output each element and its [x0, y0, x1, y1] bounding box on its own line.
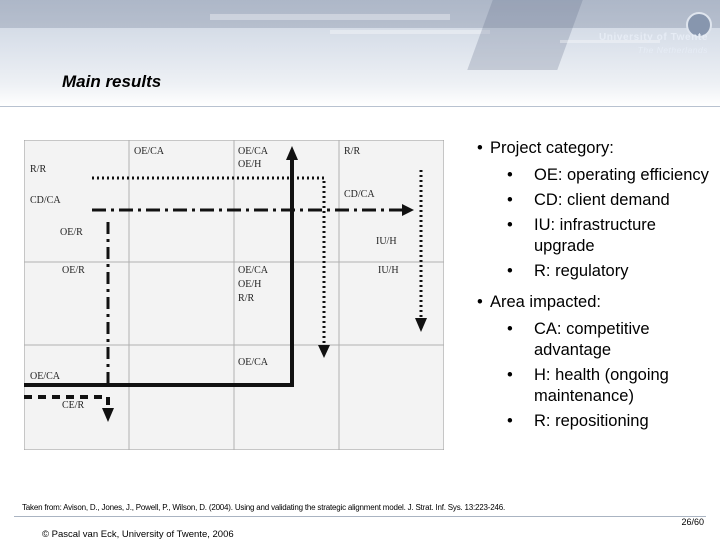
- cell-oe-ca-top2: OE/CA: [238, 146, 268, 157]
- cell-iu-h-2: IU/H: [378, 265, 399, 276]
- list-item: • R: regulatory: [507, 262, 629, 280]
- cell-oe-ca-mid: OE/CA: [238, 265, 268, 276]
- header-divider: [0, 106, 720, 107]
- page-number: 26/60: [681, 517, 704, 527]
- cell-ce-r: CE/R: [62, 400, 85, 411]
- cell-r-r-left: R/R: [30, 164, 47, 175]
- cell-oe-r-1: OE/R: [60, 227, 83, 238]
- bullet-project-category: • Project category:: [477, 139, 614, 157]
- cell-iu-h-1: IU/H: [376, 236, 397, 247]
- cell-r-r-top: R/R: [344, 146, 361, 157]
- list-item: • R: repositioning: [507, 412, 649, 430]
- footer-divider: [14, 516, 706, 517]
- bullet-list: [477, 138, 713, 436]
- cell-cd-ca-left: CD/CA: [30, 195, 61, 206]
- cell-oe-ca-top: OE/CA: [134, 146, 164, 157]
- list-item: • CA: competitive advantage: [507, 320, 650, 359]
- cell-oe-ca-bl: OE/CA: [30, 371, 60, 382]
- university-country: The Netherlands: [637, 45, 708, 55]
- slide-title: Main results: [62, 72, 162, 91]
- cell-r-r-mid: R/R: [238, 293, 255, 304]
- bullet-area-impacted: • Area impacted:: [477, 293, 601, 311]
- alignment-matrix: [24, 140, 444, 450]
- cell-cd-ca-right: CD/CA: [344, 189, 375, 200]
- list-item: • H: health (ongoing maintenance): [507, 366, 669, 405]
- cell-oe-h-top: OE/H: [238, 159, 262, 170]
- list-item: • CD: client demand: [507, 191, 670, 209]
- university-name: University of Twente: [598, 32, 708, 43]
- cell-oe-r-2: OE/R: [62, 265, 85, 276]
- list-item: • OE: operating efficiency: [507, 166, 709, 184]
- citation-text: Taken from: Avison, D., Jones, J., Powell, P., Wilson, D. (2004). Using and validating the strategic alignment model. J. Strat. Inf. Sys. 13:223-246.: [22, 503, 506, 512]
- cell-oe-ca-low: OE/CA: [238, 357, 268, 368]
- copyright-text: © Pascal van Eck, University of Twente, 2006: [42, 529, 234, 540]
- cell-oe-h-mid: OE/H: [238, 279, 262, 290]
- list-item: • IU: infrastructure upgrade: [507, 216, 656, 255]
